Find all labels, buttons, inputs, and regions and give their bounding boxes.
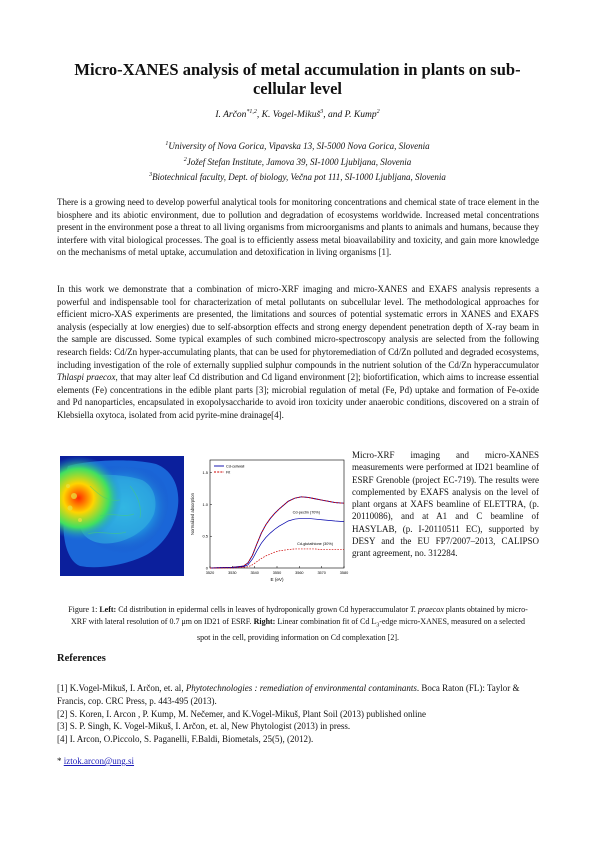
caption-left-label: Left:: [99, 605, 117, 614]
caption-right-text-2: -edge micro-XANES, measured on a selected spot in the cell, providing information on Cd complexation [2].: [197, 617, 525, 642]
author-kump: , and P. Kump: [323, 110, 377, 120]
references-heading: References: [57, 653, 106, 664]
author-kump-marks: 2: [376, 109, 380, 115]
reference-item-2: [57, 708, 539, 721]
chart-ticks: [202, 470, 348, 575]
xrf-map-image: [60, 456, 184, 576]
footnote-mark: *: [57, 756, 62, 766]
legend-label: Fit: [226, 470, 231, 475]
affiliation-3-mark: 3: [149, 172, 153, 178]
legend-label: Cd-cellwall: [226, 464, 245, 469]
x-axis-label: E (eV): [270, 577, 284, 582]
affiliations: [60, 139, 535, 186]
y-tick-label: 0: [205, 565, 208, 571]
abstract-paragraph-2: [57, 283, 539, 422]
corresponding-email: [57, 756, 134, 766]
affiliation-1: [60, 139, 535, 155]
y-axis-label: Normalized absorption: [190, 493, 195, 535]
x-tick-label: 3580: [339, 571, 349, 575]
affiliation-2-text: Jožef Stefan Institute, Jamova 39, SI-1000 Ljubljana, Slovenia: [186, 156, 412, 167]
x-tick-label: 3570: [317, 571, 326, 575]
reference-item-3: [57, 720, 539, 733]
caption-subscript: 3: [376, 622, 380, 629]
x-tick-label: 3520: [205, 571, 215, 575]
caption-lead: Figure 1:: [68, 605, 100, 614]
xrf-map-figure: [60, 456, 184, 576]
affiliation-2: [60, 155, 535, 171]
affiliation-1-text: University of Nova Gorica, Vipavska 13, SI-5000 Nova Gorica, Slovenia: [168, 141, 430, 151]
author-vogel-mikus: , K. Vogel-Mikuš: [256, 110, 321, 120]
x-tick-label: 3550: [272, 571, 282, 575]
author-arcon: I. Arčon: [215, 110, 247, 120]
annotation-glutathione: Cd-glutathione (30%): [297, 542, 333, 547]
caption-left-text-2: plants obtained by micro-XRF with lateral resolution of 0.7 μm on ID21 of ESRF.: [71, 605, 528, 626]
caption-species: T. praecox: [410, 605, 444, 614]
reference-1-text: [1] K.Vogel-Mikuš, I. Arčon, et. al,: [57, 683, 186, 693]
reference-4-text: [4] I. Arcon, O.Piccolo, S. Paganelli, F.Baldi, Biometals, 25(5), (2012).: [57, 734, 314, 745]
affiliation-2-mark: 2: [183, 156, 187, 163]
email-link[interactable]: iztok.arcon@ung.si: [63, 756, 135, 766]
xanes-chart-svg: [188, 454, 350, 582]
caption-right-text: Linear combination fit of Cd L: [275, 617, 377, 626]
reference-2-text: [2] S. Koren, I. Arcon , P. Kump, M. Nečemer, and K.Vogel-Mikuš, Plant Soil (2013) published online: [57, 708, 426, 719]
references-list: [57, 682, 539, 746]
author-line: [60, 110, 535, 120]
y-tick-label: 1.5: [202, 470, 208, 476]
series-line-1: [210, 497, 344, 568]
chart-labels: [190, 464, 334, 582]
author-arcon-marks: *1,2: [246, 109, 257, 115]
y-tick-label: 1.0: [202, 501, 208, 507]
reference-item-1: [57, 682, 539, 708]
affiliation-3: [60, 170, 535, 186]
figure-caption: [66, 604, 530, 644]
caption-right-label: Right:: [253, 617, 276, 626]
reference-item-4: [57, 733, 539, 746]
paragraph-2-part-1: In this work we demonstrate that a combination of micro-XRF imaging and micro-XANES and EXAFS analysis represents a powerful and indispensable tool for characterization of metal pollutants on subcellular level. The methodological approaches for efficient micro-XAS experiments are presented, the limitations and sources of potential systematic errors in XANES and EXAFS analysis (especially at low energies) due to self-absorption effects and strong energy dependent penetration depth of X-ray beam in the sample are discussed. Some typical examples of such combined micro-spectroscopy analysis are selected from the following research fields: Cd/Zn hyper-accumulating plants, that can be used for phytoremediation of Cd/Zn polluted and degraded ecosystems, including investigation of the role of externally supplied sulphur compounds in the nutrient solution of the Cd/Zn hyperaccumulator: [57, 284, 539, 370]
series-line-3: [210, 549, 344, 568]
affiliation-1-mark: 1: [165, 141, 169, 147]
x-tick-label: 3540: [250, 571, 259, 575]
paragraph-2-part-2: , that may alter leaf Cd distribution and Cd ligand environment [2]; biofortification, which aims to increase essential elements (Fe) concentrations in the edible plant parts [3]; microbial regulation of metal (Fe, Pd) uptake and formation of Fe-oxide and Pd nanoparticles, encapsulated in exopolysaccharide to avoid iron toxicity under anaerobic conditions, discovered on a strain of Klebsiella oxytoca, isolated from acid pyrite-mine drainage[4].: [57, 372, 539, 420]
reference-3-text: [3] S. P. Singh, K. Vogel-Mikuš, I. Arčon, et. al, New Phytologist (2013) in press.: [57, 721, 351, 732]
affiliation-3-text: Biotechnical faculty, Dept. of biology, Večna pot 111, SI-1000 Ljubljana, Slovenia: [152, 172, 446, 182]
reference-1-italic: Phytotechnologies : remediation of environmental contaminants: [185, 683, 417, 693]
series-line-0: [210, 497, 344, 568]
chart-series: [210, 497, 344, 568]
x-tick-label: 3560: [295, 571, 304, 575]
annotation-pectin: Cd-pectin (70%): [292, 510, 321, 515]
abstract-paragraph-1: There is a growing need to develop powerful analytical tools for monitoring concentrations and chemical state of trace element in the biosphere and its abiotic environment, due to pollution and degradation of ecosystems worldwide. Increased metal concentrations present in the environment pose a threat to all living organisms from microorganisms and plants to animals and humans, because they interfere with vital biological processes. The goal is to efficiently assess metal bioavailability and toxicity, and gain more knowledge on the mechanisms of metal uptake, accumulation and detoxification in living organisms [1].: [57, 197, 539, 258]
author-vogel-mikus-marks: 3: [320, 109, 324, 115]
reference-1-post: . Boca Raton (FL): Taylor & Francis, cop. CRC Press, p. 443-495 (2013).: [57, 683, 520, 706]
beamline-paragraph: Micro-XRF imaging and micro-XANES measurements were performed at ID21 beamline of ESRF Grenoble (project EC-719). The results were complemented by EXAFS analysis on the level of plant organs at XAFS beamline of ELETTRA, (p. 20110086), and at A1 and C beamline of HASYLAB, (p. I-20110511 EC), supported by DESY and the EU FP7/2007–2013, CALIPSO grant agreement, no. 312284.: [352, 450, 539, 559]
xanes-chart: [188, 454, 350, 582]
species-name: Thlaspi praecox: [57, 372, 116, 383]
x-tick-label: 3530: [228, 571, 237, 575]
y-tick-label: 0.5: [202, 533, 208, 539]
paper-title: Micro-XANES analysis of metal accumulation in plants on sub-cellular level: [74, 60, 521, 98]
caption-left-text: Cd distribution in epidermal cells in leaves of hydroponically grown Cd hyperaccumulator: [116, 605, 411, 614]
